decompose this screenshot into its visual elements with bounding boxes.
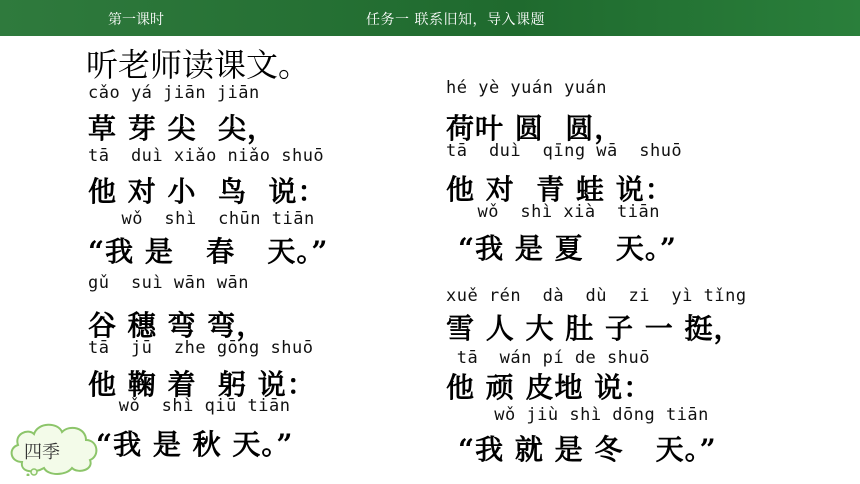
pinyin-line: wǒ shì chūn tiān [100, 209, 315, 229]
task-label: 任务一 联系旧知，导入课题 [366, 12, 545, 28]
pinyin-line: cǎo yá jiān jiān [88, 83, 260, 103]
pinyin-line: tā jū zhe gōng shuō [88, 338, 314, 358]
poem-line: 草 芽 尖 尖， [88, 112, 276, 145]
poem-line: “我 就 是 冬 天。” [458, 433, 717, 466]
lesson-label: 第一课时 [108, 12, 164, 28]
pinyin-line: tā duì qīng wā shuō [446, 141, 683, 161]
pinyin-line: wǒ shì qiū tiān [108, 396, 291, 416]
badge-label: 四季 [24, 442, 60, 463]
poem-line: “我 是 春 天。” [88, 235, 329, 268]
page-title: 听老师读课文。 [86, 46, 311, 84]
poem-line: 他 顽 皮地 说： [446, 371, 653, 404]
pinyin-line: wǒ shì xià tiān [456, 202, 660, 222]
poem-line: 谷 穗 弯 弯， [88, 309, 266, 342]
poem-line: 雪 人 大 肚 子 一 挺， [446, 312, 743, 345]
pinyin-line: tā wán pí de shuō [446, 348, 650, 368]
pinyin-line: hé yè yuán yuán [446, 78, 608, 98]
poem-line: 他 对 青 蛙 说： [446, 173, 674, 206]
pinyin-line: wǒ jiù shì dōng tiān [462, 405, 709, 425]
poem-line: 荷叶 圆 圆， [446, 112, 624, 145]
pinyin-line: gǔ suì wān wān [88, 273, 250, 293]
pinyin-line: xuě rén dà dù zi yì tǐng [446, 286, 747, 306]
poem-line: “我 是 秋 天。” [96, 428, 294, 461]
poem-line: “我 是 夏 天。” [458, 232, 677, 265]
poem-line: 他 对 小 鸟 说： [88, 175, 327, 208]
header-bar [0, 0, 860, 36]
poem-line: 他 鞠 着 躬 说： [88, 368, 316, 401]
pinyin-line: tā duì xiǎo niǎo shuō [88, 146, 325, 166]
